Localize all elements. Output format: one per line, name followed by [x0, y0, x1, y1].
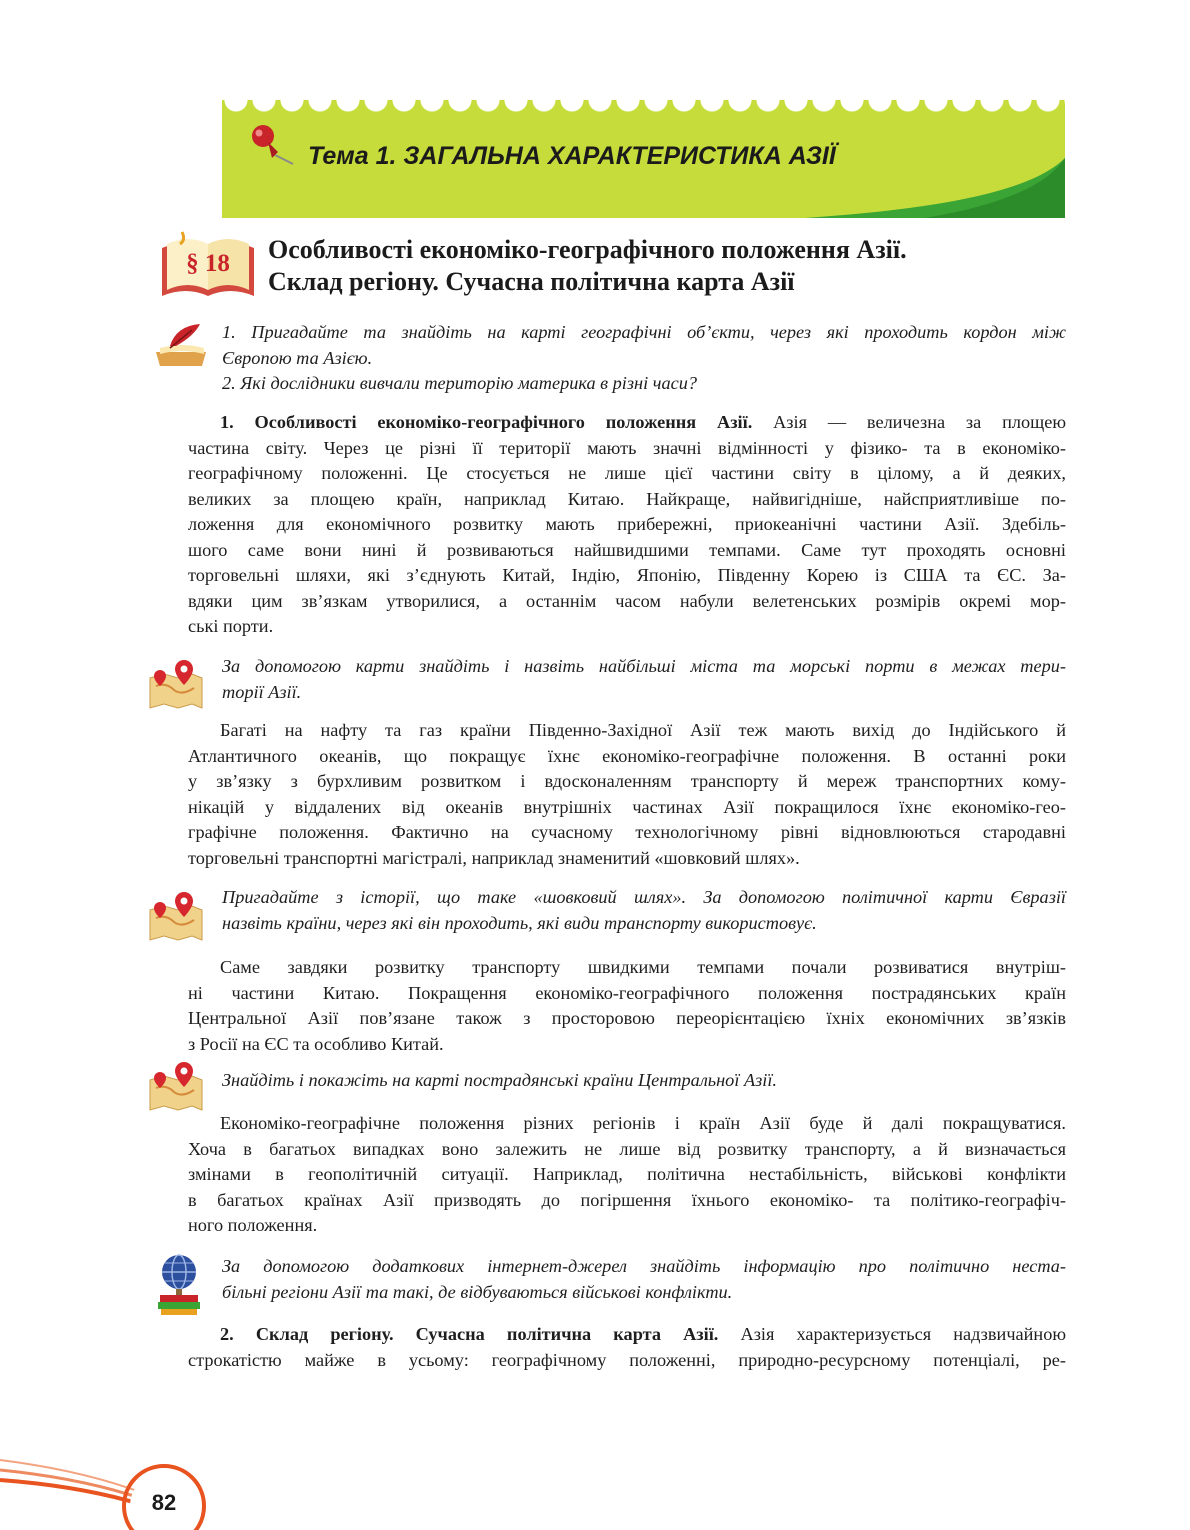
map-pin-icon	[146, 656, 206, 710]
paragraph-1-heading: 1. Особливості економіко-географічного положення Азії.	[220, 412, 753, 432]
text-line: графічне положення. Фактично на сучасному технологічному рівні відновлюються стародавні	[188, 822, 1066, 842]
task-4	[222, 1254, 1066, 1305]
paragraph-5-heading: 2. Склад регіону. Сучасна політична карта Азії.	[220, 1324, 719, 1344]
text-line: ські порти.	[188, 616, 274, 636]
task-2	[222, 885, 1066, 936]
text-line: з Росії на ЄС та особливо Китай.	[188, 1033, 444, 1054]
text-line: Атлантичного океанів, що покращує їхнє економіко-географічне положення. В останні роки	[188, 745, 1066, 766]
recall-questions	[222, 320, 1066, 397]
topic-title: Тема 1. ЗАГАЛЬНА ХАРАКТЕРИСТИКА АЗІЇ	[308, 142, 836, 170]
task-4-line-2: більні регіони Азії та такі, де відбуваються військові конфлікти.	[222, 1281, 733, 1302]
quill-and-book-icon	[152, 322, 210, 368]
text-line: вдяки цим зв’язкам утворилися, а останнім часом набули велетенських розмірів окремі мор-	[188, 590, 1066, 611]
text-line: строкатістю майже в усьому: географічному положенні, природно-ресурсному потенціалі, ре-	[188, 1349, 1066, 1370]
topic-banner	[222, 100, 1065, 218]
paragraph-number: § 18	[186, 250, 230, 277]
text-line: ного положення.	[188, 1215, 318, 1235]
paragraph-5	[188, 1322, 1066, 1373]
task-1-line-2: торії Азії.	[222, 681, 302, 702]
text-line: великих за площею країн, наприклад Китаю. Найкраще, найвигідніше, найсприятливіше по-	[188, 488, 1066, 509]
text-line: в багатьох країнах Азії призводять до погіршення їхнього економіко- та політико-географіч-	[188, 1189, 1066, 1210]
question-line-1: 1. Пригадайте та знайдіть на карті географічні об’єкти, через які проходить кордон між	[222, 322, 1066, 342]
text-line: торговельні шляхи, які з’єднують Китай, Індію, Японію, Південну Корею із США та ЄС. За-	[188, 565, 1066, 585]
task-4-line-1: За допомогою додаткових інтернет-джерел знайдіть інформацію про політично неста-	[222, 1256, 1066, 1276]
text-line: у зв’язку з бурхливим розвитком і вдосконаленням транспорту й мереж транспортних кому-	[188, 771, 1066, 791]
text-line: ні частини Китаю. Покращення економіко-географічного положення пострадянських країн	[188, 982, 1066, 1003]
paragraph-3	[188, 955, 1066, 1057]
page-corner-swoosh	[0, 1440, 220, 1530]
paragraph-2	[188, 718, 1066, 871]
text-line: географічному положенні. Це стосується не лише цієї частини світу в цілому, а й деяких,	[188, 463, 1066, 483]
section-title-line-1: Особливості економіко-географічного положення Азії.	[268, 235, 907, 264]
text-line: шого саме вони нині й розвиваються найшвидшими темпами. Саме тут проходять основні	[188, 539, 1066, 560]
paragraph-5-line-1: 2. Склад регіону. Сучасна політична карта Азії. Азія характеризується надзвичайною	[220, 1324, 1066, 1344]
page-number: 82	[151, 1490, 177, 1515]
task-1-line-1: За допомогою карти знайдіть і назвіть найбільші міста та морські порти в межах тери-	[222, 656, 1066, 676]
text-line: Хоча в багатьох випадках воно залежить не лише від розвитку транспорту, а й визначається	[188, 1138, 1066, 1159]
banner-scallop-edge	[222, 86, 1065, 114]
text-line: змінами в геополітичній ситуації. Наприклад, політична нестабільність, військові конфлікти	[188, 1164, 1066, 1184]
banner-page-curl	[805, 158, 1065, 218]
text-line: Саме завдяки розвитку транспорту швидкими темпами почали розвиватися внутріш-	[220, 957, 1066, 977]
text-line: нікацій у віддалених від океанів внутрішніх частинах Азії покращилося їхнє економіко-гео-	[188, 796, 1066, 817]
task-3-line-1: Знайдіть і покажіть на карті пострадянські країни Центральної Азії.	[222, 1070, 777, 1090]
task-3	[222, 1068, 1066, 1094]
text-line: торговельні транспортні магістралі, наприклад знаменитий «шовковий шлях».	[188, 847, 800, 868]
map-pin-icon	[146, 1058, 206, 1112]
question-line-3: 2. Які дослідники вивчали територію материка в різні часи?	[222, 373, 697, 393]
paragraph-1-line-1: 1. Особливості економіко-географічного положення Азії. Азія — величезна за площею	[220, 412, 1066, 432]
section-title	[268, 234, 1068, 298]
text-line: Економіко-географічне положення різних регіонів і країн Азії буде й далі покращуватися.	[220, 1113, 1066, 1133]
task-1	[222, 654, 1066, 705]
text-line: ложення для економічного розвитку мають прибережні, приокеанічні частини Азії. Здебіль-	[188, 514, 1066, 534]
task-2-line-2: назвіть країни, через які він проходить, які види транспорту використовує.	[222, 912, 817, 933]
text-line: Багаті на нафту та газ країни Південно-Західної Азії теж мають вихід до Індійського й	[220, 720, 1066, 740]
globe-on-books-icon	[154, 1252, 204, 1316]
text-line: Центральної Азії пов’язане також з просторовою переорієнтацією їхніх економічних зв’язків	[188, 1008, 1066, 1028]
paragraph-1	[188, 410, 1066, 640]
section-title-line-2: Склад регіону. Сучасна політична карта Азії	[268, 267, 795, 296]
question-line-2: Європою та Азією.	[222, 347, 373, 368]
map-pin-icon	[146, 888, 206, 942]
pushpin-icon	[248, 124, 296, 168]
task-2-line-1: Пригадайте з історії, що таке «шовковий шлях». За допомогою політичної карти Євразії	[222, 887, 1066, 907]
text-line: частина світу. Через це різні її території мають значні відмінності у фізико- та в економіко-	[188, 437, 1066, 458]
paragraph-4	[188, 1111, 1066, 1239]
